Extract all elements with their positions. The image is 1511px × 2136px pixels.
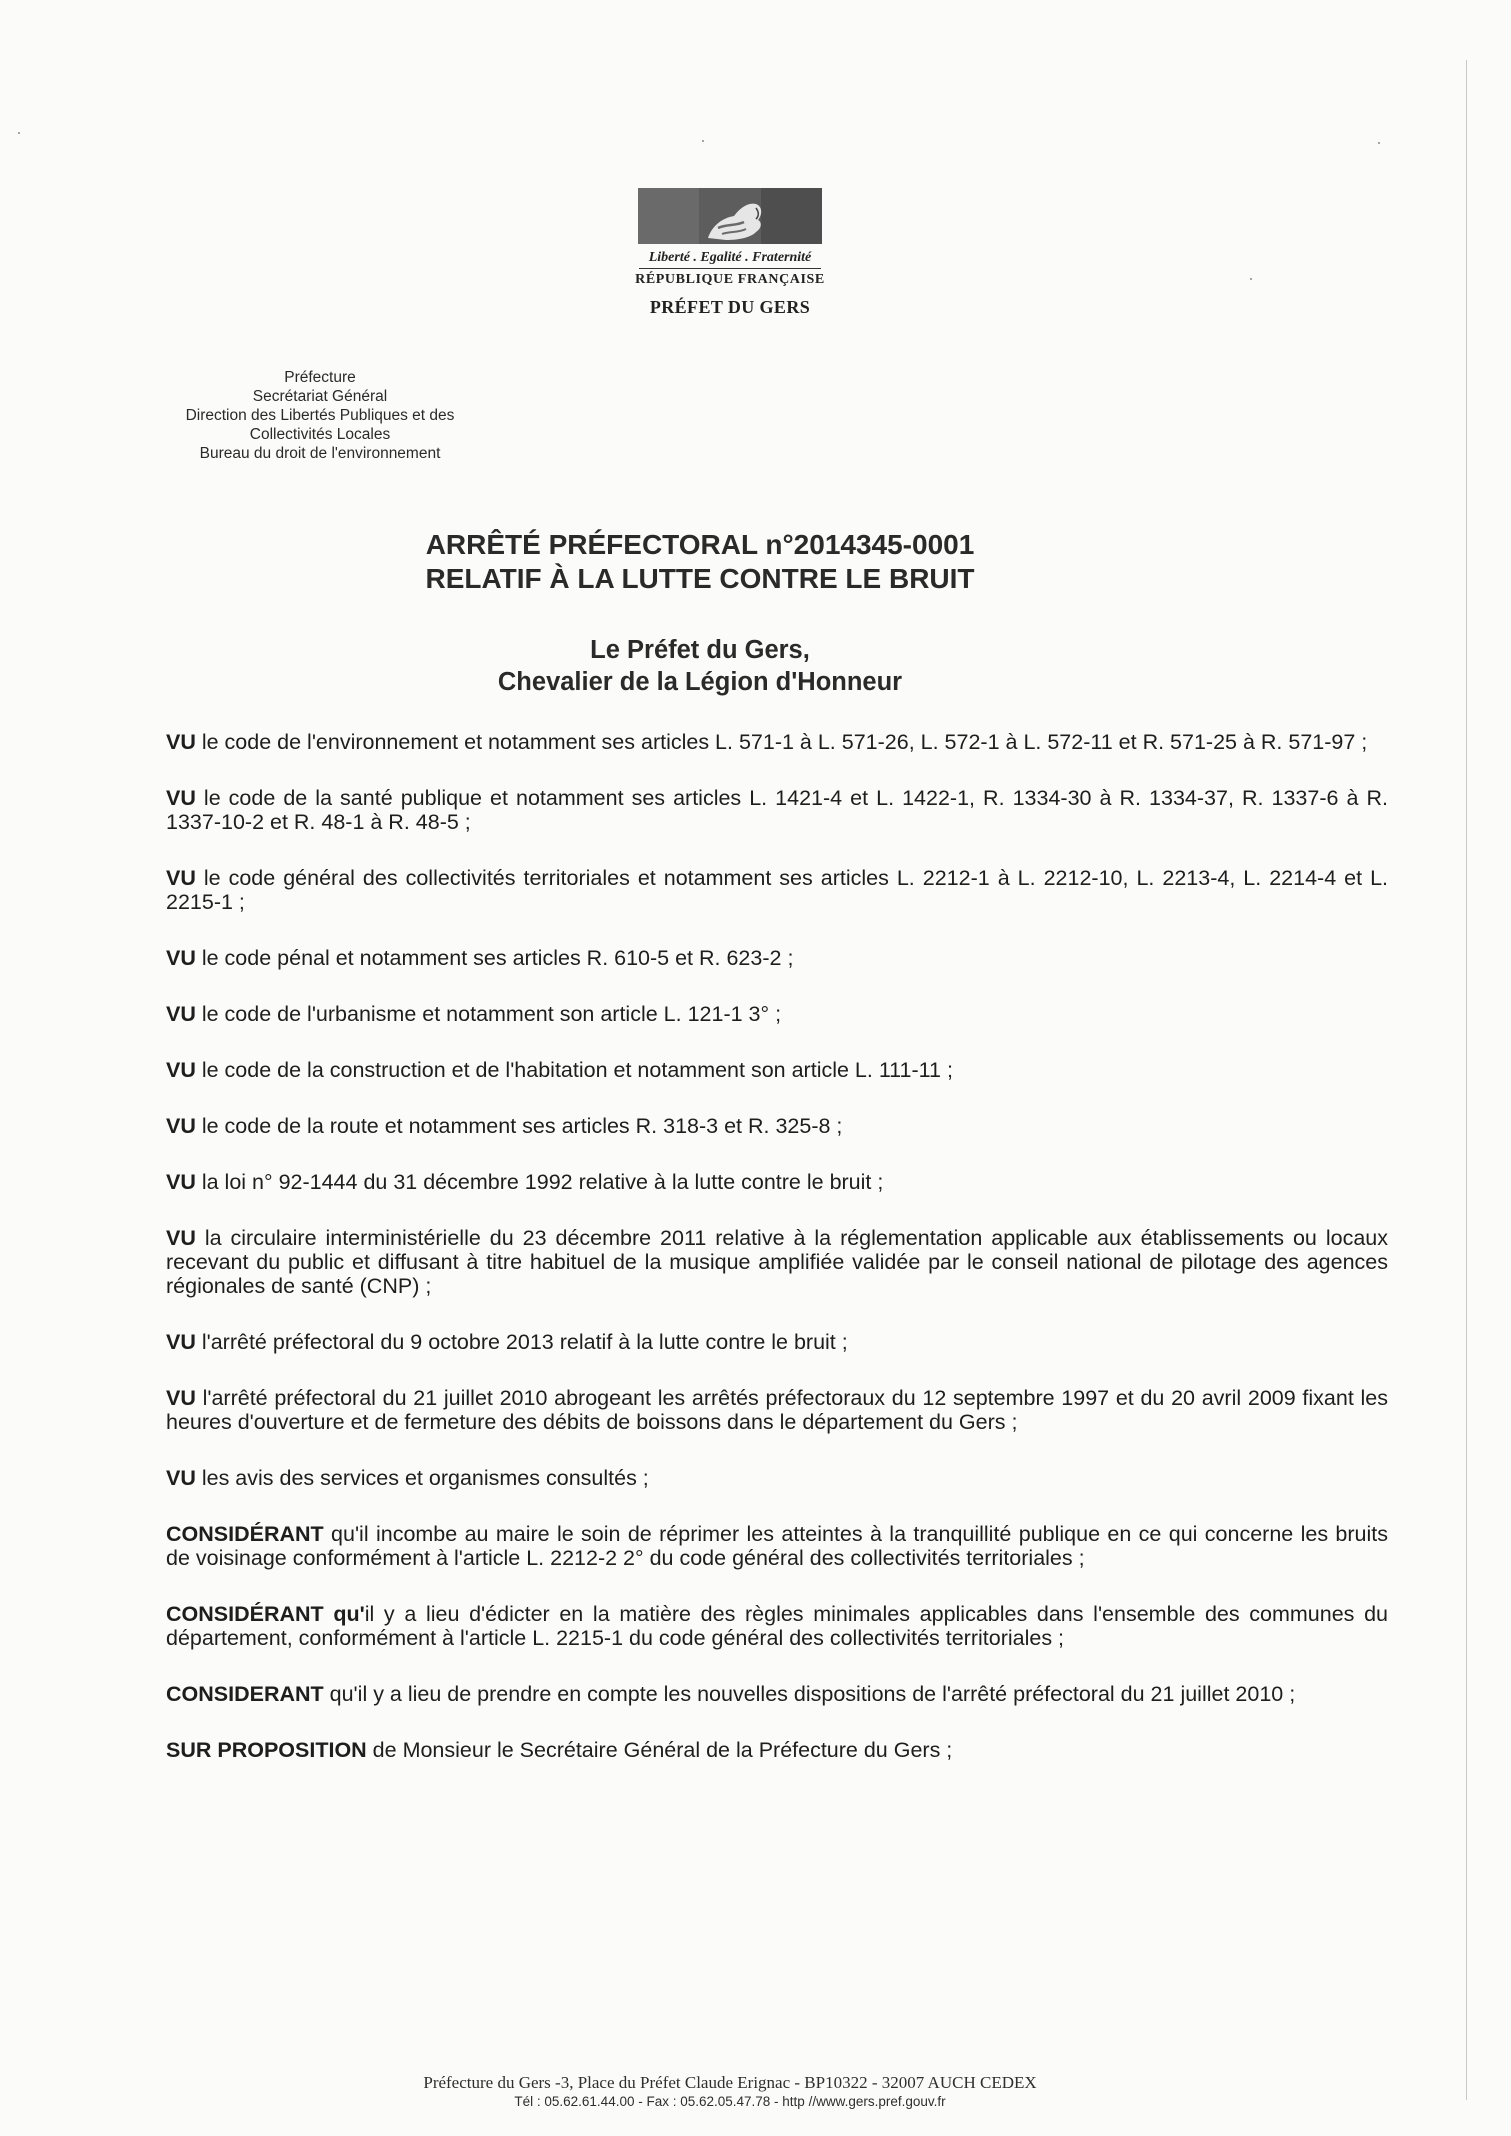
decree-title-line: ARRÊTÉ PRÉFECTORAL n°2014345-0001 [425, 529, 975, 560]
paragraph-text: le code pénal et notamment ses articles R. 610-5 et R. 623-2 ; [195, 946, 794, 970]
header-logo-block [580, 188, 880, 318]
decree-body [166, 730, 1388, 1794]
paragraph-lead: VU [166, 1002, 196, 1026]
prefect-label: PRÉFET DU GERS [649, 297, 811, 317]
paragraph-text: la circulaire interministérielle du 23 décembre 2011 relative à la réglementation applicable aux établissements ou locaux recevant du public et diffusant à titre habituel de la musique amplifiée validée par le conseil national de pilotage des agences régionales de santé (CNP) ; [166, 1226, 1388, 1298]
author-line: Le Préfet du Gers, [590, 636, 810, 664]
scan-speck [1378, 142, 1380, 144]
paragraph-text: qu'il y a lieu de prendre en compte les nouvelles dispositions de l'arrêté préfectoral du 21 juillet 2010 ; [323, 1682, 1296, 1706]
decree-title [340, 528, 1060, 596]
paragraph-text: le code général des collectivités territoriales et notamment ses articles L. 2212-1 à L. 2212-10, L. 2213-4, L. 2214-4 et L. 2215-1 ; [166, 866, 1388, 914]
recital-paragraph [166, 1602, 1388, 1650]
paragraph-text: le code de la santé publique et notamment ses articles L. 1421-4 et L. 1422-1, R. 1334-30 à R. 1334-37, R. 1337-6 à R. 1337-10-2 et R. 48-1 à R. 48-5 ; [166, 786, 1388, 834]
legal-basis-paragraph [166, 1386, 1388, 1434]
admin-line: Bureau du droit de l'environnement [199, 445, 441, 462]
legal-basis-paragraph [166, 866, 1388, 914]
admin-line: Secrétariat Général [252, 388, 388, 405]
paragraph-text: de Monsieur le Secrétaire Général de la Préfecture du Gers ; [366, 1738, 953, 1762]
page-footer [300, 2072, 1160, 2110]
legal-basis-paragraph [166, 786, 1388, 834]
legal-basis-paragraph [166, 1114, 1388, 1138]
paragraph-text: le code de l'urbanisme et notamment son article L. 121-1 3° ; [195, 1002, 782, 1026]
paragraph-lead: VU [166, 1466, 196, 1490]
paragraph-lead: CONSIDÉRANT [166, 1522, 324, 1546]
page-edge-line [1466, 60, 1467, 2100]
scan-speck [18, 132, 20, 134]
paragraph-text: l'arrêté préfectoral du 21 juillet 2010 abrogeant les arrêtés préfectoraux du 12 septembre 1997 et du 20 avril 2009 fixant les heures d'ouverture et de fermeture des débits de boissons dans le département du Gers ; [166, 1386, 1388, 1434]
paragraph-lead: VU [166, 786, 196, 810]
legal-basis-paragraph [166, 1330, 1388, 1354]
paragraph-lead: VU [166, 1330, 196, 1354]
legal-basis-paragraph [166, 946, 1388, 970]
administrative-address-block [160, 368, 480, 463]
legal-basis-paragraph [166, 1226, 1388, 1298]
paragraph-lead: VU [166, 730, 196, 754]
legal-basis-paragraph [166, 1058, 1388, 1082]
motto: Liberté . Egalité . Fraternité [648, 250, 812, 265]
proposal-paragraph [166, 1738, 1388, 1762]
motto-divider [639, 268, 821, 269]
paragraph-text: le code de la route et notamment ses articles R. 318-3 et R. 325-8 ; [195, 1114, 843, 1138]
paragraph-text: l'arrêté préfectoral du 9 octobre 2013 relatif à la lutte contre le bruit ; [195, 1330, 848, 1354]
paragraph-lead: VU [166, 1386, 196, 1410]
decree-author [340, 634, 1060, 698]
recital-paragraph [166, 1522, 1388, 1570]
admin-line: Collectivités Locales [249, 426, 391, 443]
author-honor-line: Chevalier de la Légion d'Honneur [497, 668, 903, 696]
paragraph-text: la loi n° 92-1444 du 31 décembre 1992 relative à la lutte contre le bruit ; [195, 1170, 884, 1194]
scan-speck [1250, 278, 1252, 280]
legal-basis-paragraph [166, 1170, 1388, 1194]
paragraph-text: le code de la construction et de l'habitation et notamment son article L. 111-11 ; [195, 1058, 953, 1082]
recital-paragraph [166, 1682, 1388, 1706]
decree-subtitle-line: RELATIF À LA LUTTE CONTRE LE BRUIT [425, 563, 975, 594]
paragraph-text: il y a lieu d'édicter en la matière des règles minimales applicables dans l'ensemble des communes du département, conformément à l'article L. 2215-1 du code général des collectivités territoriales ; [166, 1602, 1388, 1650]
paragraph-lead: VU [166, 1226, 196, 1250]
paragraph-lead: VU [166, 1058, 196, 1082]
paragraph-text: qu'il incombe au maire le soin de réprimer les atteintes à la tranquillité publique en ce qui concerne les bruits de voisinage conformément à l'article L. 2212-2 2° du code général des collectivités territoriales ; [166, 1522, 1388, 1570]
footer-address: Préfecture du Gers -3, Place du Préfet Claude Erignac - BP10322 - 32007 AUCH CEDEX [423, 2073, 1037, 2092]
legal-basis-paragraph [166, 1002, 1388, 1026]
footer-contact: Tél : 05.62.61.44.00 - Fax : 05.62.05.47.78 - http //www.gers.pref.gouv.fr [514, 2094, 946, 2109]
paragraph-text: le code de l'environnement et notamment ses articles L. 571-1 à L. 571-26, L. 572-1 à L. 572-11 et R. 571-25 à R. 571-97 ; [195, 730, 1368, 754]
republic-label: RÉPUBLIQUE FRANÇAISE [635, 272, 825, 287]
admin-line: Préfecture [284, 369, 356, 386]
paragraph-lead: VU [166, 1170, 196, 1194]
paragraph-lead: VU [166, 946, 196, 970]
legal-basis-paragraph [166, 730, 1388, 754]
admin-line: Direction des Libertés Publiques et des [185, 407, 455, 424]
paragraph-lead: VU [166, 1114, 196, 1138]
paragraph-lead: VU [166, 866, 196, 890]
paragraph-lead: CONSIDÉRANT qu' [166, 1602, 365, 1626]
scan-speck [702, 140, 704, 142]
paragraph-lead: CONSIDERANT [166, 1682, 324, 1706]
paragraph-text: les avis des services et organismes consultés ; [195, 1466, 649, 1490]
paragraph-lead: SUR PROPOSITION [166, 1738, 367, 1762]
marianne-logo-icon [638, 188, 822, 244]
legal-basis-paragraph [166, 1466, 1388, 1490]
